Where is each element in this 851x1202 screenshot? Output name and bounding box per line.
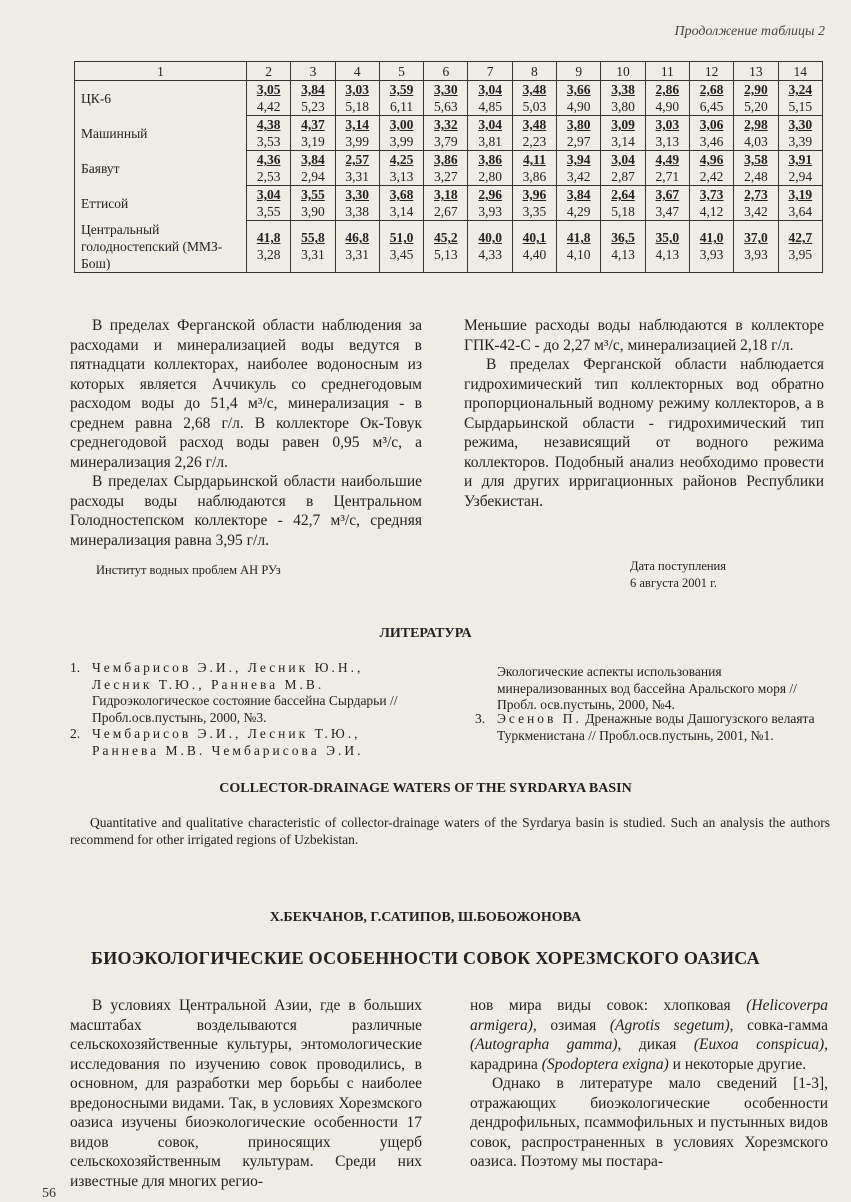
table-cell (335, 151, 379, 186)
cell-top-value: 3,86 (434, 152, 458, 167)
table-cell (778, 151, 822, 186)
cell-bottom-value: 2,94 (788, 169, 813, 184)
date-value: 6 августа 2001 г. (630, 576, 718, 590)
header-cell: 13 (734, 62, 778, 81)
cell-bottom-value: 5,23 (301, 99, 325, 114)
cell-bottom-value: 2,67 (434, 204, 458, 219)
ref-number: 1. (70, 660, 81, 675)
header-cell: 12 (689, 62, 733, 81)
table-body (75, 81, 823, 273)
cell-top-value: 3,66 (566, 82, 591, 97)
cell-bottom-value: 3,42 (566, 169, 591, 184)
header-cell: 10 (601, 62, 645, 81)
cell-bottom-value: 4,90 (566, 99, 591, 114)
table-cell (734, 151, 778, 186)
cell-top-value: 3,94 (566, 152, 591, 167)
cell-top-value: 3,04 (611, 152, 635, 167)
cell-bottom-value: 3,13 (389, 169, 414, 184)
cell-top-value: 40,1 (522, 230, 547, 246)
cell-bottom-value: 6,45 (699, 99, 724, 114)
table-cell (778, 116, 822, 151)
table-cell (424, 186, 468, 221)
paragraph: Меньшие расходы воды наблюдаются в коллекторе ГПК-42-С - до 2,27 м³/с, минерализацией 2,18 г/л. (464, 317, 824, 354)
cell-top-value: 4,25 (389, 152, 414, 167)
cell-top-value: 2,64 (611, 187, 635, 202)
cell-top-value: 41,8 (566, 230, 591, 246)
cell-bottom-value: 3,64 (788, 204, 813, 219)
cell-bottom-value: 6,11 (389, 99, 414, 114)
table-row (75, 186, 823, 221)
body-left-column (70, 316, 422, 550)
cell-bottom-value: 3,19 (301, 134, 325, 149)
table-cell (601, 81, 645, 116)
article-title: БИОЭКОЛОГИЧЕСКИЕ ОСОБЕННОСТИ СОВОК ХОРЕЗМСКОГО ОАЗИСА (91, 948, 760, 968)
cell-top-value: 2,86 (655, 82, 680, 97)
cell-bottom-value: 2,97 (566, 134, 591, 149)
table-cell (379, 81, 423, 116)
cell-bottom-value: 5,15 (788, 99, 813, 114)
cell-top-value: 3,30 (788, 117, 813, 132)
article-authors: Х.БЕКЧАНОВ, Г.САТИПОВ, Ш.БОБОЖОНОВА (269, 910, 582, 925)
cell-top-value: 3,00 (389, 117, 414, 132)
cell-top-value: 3,18 (434, 187, 458, 202)
cell-bottom-value: 5,18 (345, 99, 370, 114)
cell-bottom-value: 2,80 (478, 169, 502, 184)
body-right-column (464, 316, 824, 511)
table-row (75, 81, 823, 116)
ref-text: Дренажные воды Дашогузского велаята Туркменистана // Пробл.осв.пустынь, 2001, №1. (497, 711, 815, 743)
cell-bottom-value: 3,31 (301, 247, 325, 263)
cell-bottom-value: 3,38 (345, 204, 370, 219)
cell-top-value: 3,04 (478, 82, 502, 97)
table-cell (424, 151, 468, 186)
table-row (75, 151, 823, 186)
cell-bottom-value: 2,23 (522, 134, 547, 149)
cell-top-value: 4,11 (522, 152, 546, 167)
cell-top-value: 3,06 (699, 117, 724, 132)
cell-bottom-value: 2,94 (301, 169, 325, 184)
cell-bottom-value: 4,12 (699, 204, 724, 219)
table-cell (335, 221, 379, 273)
header-cell: 7 (468, 62, 512, 81)
cell-top-value: 3,38 (611, 82, 635, 97)
row-name: Баявут (75, 151, 247, 186)
text-span: , дикая (617, 1036, 677, 1053)
table-cell (689, 116, 733, 151)
header-cell: 6 (424, 62, 468, 81)
cell-top-value: 2,90 (744, 82, 768, 97)
cell-bottom-value: 3,95 (788, 247, 813, 263)
cell-bottom-value: 3,86 (522, 169, 547, 184)
cell-top-value: 3,84 (301, 152, 325, 167)
species-name: (Agrotis segetum) (609, 1016, 730, 1034)
cell-top-value: 3,84 (301, 82, 325, 97)
cell-bottom-value: 3,99 (345, 134, 370, 149)
cell-top-value: 3,73 (699, 187, 724, 202)
cell-top-value: 3,09 (611, 117, 635, 132)
cell-top-value: 2,98 (744, 117, 768, 132)
cell-top-value: 4,96 (699, 152, 724, 167)
table-cell (689, 151, 733, 186)
institute: Институт водных проблем АН РУз (96, 563, 281, 577)
cell-top-value: 3,48 (522, 117, 547, 132)
row-name: ЦК-6 (75, 81, 247, 116)
cell-bottom-value: 3,93 (699, 247, 724, 263)
cell-bottom-value: 3,99 (389, 134, 414, 149)
cell-bottom-value: 3,45 (389, 247, 414, 263)
ref-authors: Чембарисов Э.И., Лесник Ю.Н., Лесник Т.Ю., Раннева М.В. (92, 660, 364, 692)
table-cell (557, 221, 601, 273)
table-cell (778, 186, 822, 221)
cell-top-value: 35,0 (655, 230, 680, 246)
cell-bottom-value: 5,20 (744, 99, 768, 114)
species-name: (Helicoverpa armigera) (470, 997, 828, 1034)
table-cell (645, 151, 689, 186)
header-cell: 2 (247, 62, 291, 81)
cell-bottom-value: 2,71 (655, 169, 680, 184)
cell-bottom-value: 3,35 (522, 204, 547, 219)
cell-top-value: 3,96 (522, 187, 547, 202)
reference-1 (70, 660, 422, 726)
table-cell (424, 116, 468, 151)
table-cell (557, 186, 601, 221)
ref-authors: Эсенов П. (497, 711, 582, 726)
paragraph: В условиях Центральной Азии, где в больших масштабах возделываются различные сельскохозяйственные культуры, энтомологические исследования по изучению совок проводились, в основном, для разработки мер борьбы с наиболее вредоносными видами. Так, в условиях Хорезмского оазиса изучены биоэкологические особенности 17 видов совок, приносящих ущерб сельскохозяйственным культурам. Среди них известные для многих регио- (70, 997, 422, 1190)
cell-bottom-value: 3,46 (699, 134, 724, 149)
cell-bottom-value: 3,14 (389, 204, 414, 219)
reference-2 (70, 726, 422, 759)
cell-bottom-value: 4,90 (655, 99, 680, 114)
cell-top-value: 3,03 (345, 82, 370, 97)
cell-top-value: 3,55 (301, 187, 325, 202)
cell-top-value: 3,59 (389, 82, 414, 97)
cell-top-value: 2,73 (744, 187, 768, 202)
table-row (75, 116, 823, 151)
cell-top-value: 2,96 (478, 187, 502, 202)
paragraph: В пределах Ферганской области наблюдается гидрохимический тип коллекторных вод обратно пропорциональный водному режиму коллекторов, а в Сырдарьинской области - гидрохимический тип режима, независящий от водного режима коллекторов. Подобный анализ необходимо провести и для других ирригационных районов Республики Узбекистан. (464, 356, 824, 510)
row-name: Еттисой (75, 186, 247, 221)
cell-bottom-value: 3,93 (744, 247, 768, 263)
article-left-column (70, 996, 422, 1191)
cell-bottom-value: 4,40 (522, 247, 547, 263)
header-cell: 5 (379, 62, 423, 81)
cell-top-value: 3,05 (256, 82, 281, 97)
cell-top-value: 3,24 (788, 82, 813, 97)
cell-top-value: 42,7 (788, 230, 813, 246)
table-cell (512, 151, 556, 186)
ref-authors: Чембарисов Э.И., Лесник Т.Ю., Раннева М.В. Чембарисова Э.И. (92, 726, 364, 758)
header-cell: 3 (291, 62, 335, 81)
table-cell (645, 186, 689, 221)
cell-bottom-value: 3,55 (256, 204, 281, 219)
table-cell (291, 186, 335, 221)
species-name: (Autographa gamma) (470, 1036, 618, 1053)
paragraph: Однако в литературе мало сведений [1-3], отражающих биоэкологические особенности дендрофильных, псаммофильных и пустынных видов совок, распространенных в условиях Хорезмского оазиса. Поэтому мы постара- (470, 1075, 828, 1170)
cell-top-value: 45,2 (434, 230, 458, 246)
cell-bottom-value: 4,29 (566, 204, 591, 219)
table-cell (379, 116, 423, 151)
cell-bottom-value: 3,27 (434, 169, 458, 184)
cell-bottom-value: 2,87 (611, 169, 635, 184)
cell-bottom-value: 3,42 (744, 204, 768, 219)
table-header-row (75, 62, 823, 81)
text-span: , карадрина (470, 1036, 828, 1073)
cell-top-value: 3,67 (655, 187, 680, 202)
page-number: 56 (42, 1186, 56, 1201)
table-cell (424, 221, 468, 273)
cell-bottom-value: 3,39 (788, 134, 813, 149)
date-label: Дата поступления (630, 559, 726, 573)
cell-bottom-value: 3,80 (611, 99, 635, 114)
table-cell (379, 151, 423, 186)
table-cell (468, 221, 512, 273)
row-name: Машинный (75, 116, 247, 151)
cell-bottom-value: 4,85 (478, 99, 502, 114)
header-cell: 14 (778, 62, 822, 81)
cell-bottom-value: 4,33 (478, 247, 502, 263)
table-cell (512, 116, 556, 151)
header-cell: 4 (335, 62, 379, 81)
species-name: (Euxoa conspicua) (693, 1036, 825, 1053)
cell-bottom-value: 5,03 (522, 99, 547, 114)
table-cell (335, 186, 379, 221)
table-cell (512, 221, 556, 273)
english-abstract: Quantitative and qualitative characteristic of collector-drainage waters of the Syrdarya basin is studied. Such an analysis the authors recommend for other irrigated regions of Uzbekistan. (70, 815, 830, 847)
table-cell (645, 81, 689, 116)
cell-top-value: 2,57 (345, 152, 370, 167)
literature-heading: ЛИТЕРАТУРА (379, 626, 472, 641)
cell-bottom-value: 3,79 (434, 134, 458, 149)
cell-top-value: 3,86 (478, 152, 502, 167)
cell-top-value: 3,58 (744, 152, 768, 167)
cell-top-value: 4,37 (301, 117, 325, 132)
ref-number: 3. (475, 711, 486, 726)
header-cell: 11 (645, 62, 689, 81)
cell-bottom-value: 5,18 (611, 204, 635, 219)
table-cell (778, 81, 822, 116)
table-cell (512, 81, 556, 116)
cell-bottom-value: 2,42 (699, 169, 724, 184)
cell-bottom-value: 5,13 (434, 247, 458, 263)
table-cell (645, 116, 689, 151)
table-cell (557, 116, 601, 151)
cell-top-value: 37,0 (744, 230, 768, 246)
cell-top-value: 46,8 (345, 230, 370, 246)
table-row (75, 221, 823, 273)
text-span: , озимая (532, 1016, 597, 1034)
cell-top-value: 4,38 (256, 117, 281, 132)
table-cell (424, 81, 468, 116)
text-span: нов мира виды совок: хлопковая (470, 997, 731, 1014)
cell-top-value: 4,36 (256, 152, 281, 167)
cell-top-value: 3,04 (256, 187, 281, 202)
cell-bottom-value: 3,81 (478, 134, 502, 149)
table-cell (335, 81, 379, 116)
paragraph (470, 996, 828, 1074)
cell-bottom-value: 4,10 (566, 247, 591, 263)
header-cell: 8 (512, 62, 556, 81)
cell-bottom-value: 3,28 (256, 247, 281, 263)
cell-top-value: 36,5 (611, 230, 635, 246)
paragraph: В пределах Ферганской области наблюдения за расходами и минерализацией воды ведутся в пятнадцати коллекторах, наиболее водоносным из которых является Аччикуль со среднегодовым расходом воды до 51,4 м³/с, минерализация - в среднем равна 2,68 г/л. В коллекторе Ок-Товук среднегодовой расход воды равен 0,95 м³/с, а минерализация 2,26 г/л. (70, 317, 422, 471)
table-cell (247, 81, 291, 116)
cell-bottom-value: 4,42 (256, 99, 281, 114)
article-right-column (470, 996, 828, 1172)
cell-top-value: 3,68 (389, 187, 414, 202)
cell-top-value: 40,0 (478, 230, 502, 246)
text-span: и некоторые другие. (668, 1055, 807, 1073)
cell-top-value: 3,80 (566, 117, 591, 132)
table-cell (247, 221, 291, 273)
table-cell (734, 81, 778, 116)
reference-2-continued: Экологические аспекты использования минерализованных вод бассейна Аральского моря // Пробл. осв.пустынь, 2000, №4. (497, 664, 797, 712)
table-cell (379, 186, 423, 221)
text-span: , совка-гамма (729, 1016, 829, 1034)
cell-bottom-value: 3,53 (256, 134, 281, 149)
cell-top-value: 3,19 (788, 187, 813, 202)
table-cell (468, 116, 512, 151)
cell-bottom-value: 4,03 (744, 134, 768, 149)
cell-bottom-value: 4,13 (655, 247, 680, 263)
table-cell (291, 81, 335, 116)
cell-bottom-value: 3,47 (655, 204, 680, 219)
cell-top-value: 3,04 (478, 117, 502, 132)
table-cell (645, 221, 689, 273)
cell-bottom-value: 3,93 (478, 204, 502, 219)
table-cell (468, 81, 512, 116)
cell-top-value: 41,0 (699, 230, 724, 246)
ref-text: Гидроэкологическое состояние бассейна Сырдарьи // Пробл.осв.пустынь, 2000, №3. (92, 693, 398, 725)
table-cell (379, 221, 423, 273)
cell-top-value: 3,30 (434, 82, 458, 97)
table-cell (247, 116, 291, 151)
table-cell (601, 151, 645, 186)
table-cell (689, 186, 733, 221)
cell-bottom-value: 2,53 (256, 169, 281, 184)
row-name: Центральный голодностепский (ММЗ-Бош) (75, 221, 247, 273)
cell-top-value: 3,32 (434, 117, 458, 132)
table-cell (734, 116, 778, 151)
table-cell (601, 186, 645, 221)
table-cell (291, 221, 335, 273)
table-cell (247, 151, 291, 186)
reference-3 (475, 711, 825, 744)
table-cell (335, 116, 379, 151)
cell-top-value: 51,0 (389, 230, 414, 246)
table-cell (468, 186, 512, 221)
table-cell (778, 221, 822, 273)
header-cell: 1 (75, 62, 247, 81)
ref-number: 2. (70, 726, 81, 741)
data-table (74, 61, 823, 273)
table-cell (557, 151, 601, 186)
cell-top-value: 41,8 (256, 230, 281, 246)
table-cell (601, 116, 645, 151)
cell-bottom-value: 3,14 (611, 134, 635, 149)
cell-top-value: 3,48 (522, 82, 547, 97)
cell-bottom-value: 3,31 (345, 169, 370, 184)
cell-bottom-value: 3,13 (655, 134, 680, 149)
table-cell (557, 81, 601, 116)
cell-top-value: 3,91 (788, 152, 813, 167)
table-cell (689, 81, 733, 116)
cell-top-value: 2,68 (699, 82, 724, 97)
header-cell: 9 (557, 62, 601, 81)
table-caption: Продолжение таблицы 2 (674, 24, 825, 39)
cell-top-value: 4,49 (655, 152, 680, 167)
cell-top-value: 3,30 (345, 187, 370, 202)
table-cell (291, 151, 335, 186)
paragraph: В пределах Сырдарьинской области наибольшие расходы воды наблюдаются в Центральном Голодностепском коллекторе - 42,7 м³/с, средняя минерализация равна 3,95 г/л. (70, 473, 422, 549)
cell-bottom-value: 3,90 (301, 204, 325, 219)
table-cell (689, 221, 733, 273)
cell-bottom-value: 2,48 (744, 169, 768, 184)
cell-top-value: 3,14 (345, 117, 370, 132)
table-cell (601, 221, 645, 273)
table-cell (468, 151, 512, 186)
table-cell (247, 186, 291, 221)
english-title: COLLECTOR-DRAINAGE WATERS OF THE SYRDARYA BASIN (219, 781, 632, 796)
cell-top-value: 55,8 (301, 230, 325, 246)
species-name: (Spodoptera exigna) (541, 1055, 669, 1073)
cell-bottom-value: 3,31 (345, 247, 370, 263)
table-cell (291, 116, 335, 151)
cell-bottom-value: 4,13 (611, 247, 635, 263)
table-cell (734, 186, 778, 221)
cell-top-value: 3,03 (655, 117, 680, 132)
table-cell (734, 221, 778, 273)
cell-bottom-value: 5,63 (434, 99, 458, 114)
cell-top-value: 3,84 (566, 187, 591, 202)
table-cell (512, 186, 556, 221)
